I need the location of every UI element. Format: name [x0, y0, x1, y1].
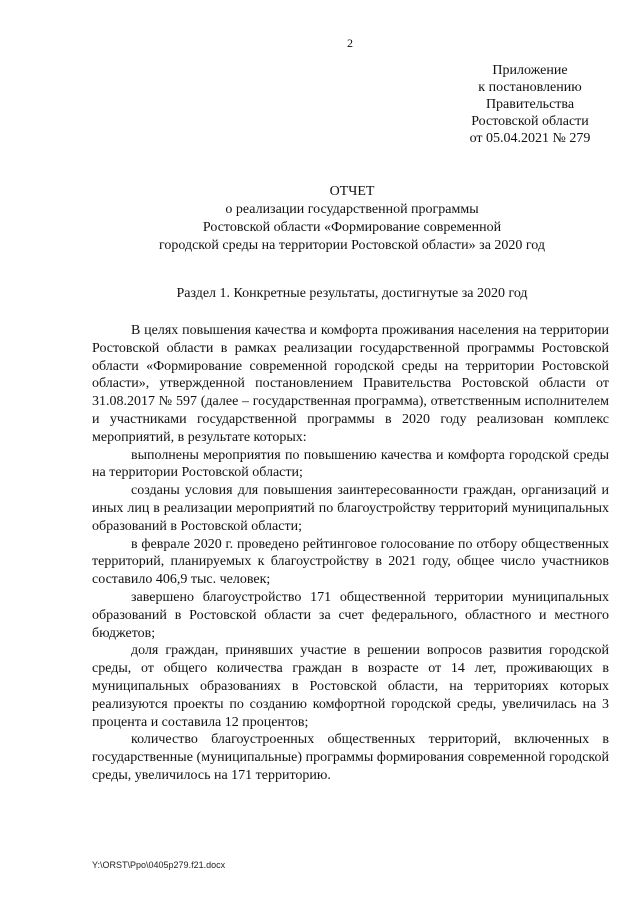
paragraph: доля граждан, принявших участие в решении вопросов развития городской среды, от общего количества граждан в возрасте от 14 лет, проживающих в муниципальных образованиях в Ростовской области, на территориях которых реализуются проекты по созданию комфортной городской среды, увеличилась на 3 процента и составила 12 процентов;: [92, 643, 609, 730]
page-number: 2: [347, 36, 353, 50]
paragraph: созданы условия для повышения заинтересованности граждан, организаций и иных лиц в реализации мероприятий по благоустройству территорий муниципальных образований в Ростовской области;: [92, 483, 609, 534]
file-path-footer: Y:\ORST\Ppo\0405p279.f21.docx: [92, 860, 226, 870]
section-title: Раздел 1. Конкретные результаты, достигнутые за 2020 год: [176, 286, 528, 301]
report-title-line: ОТЧЕТ: [329, 184, 375, 199]
appendix-line: Правительства: [485, 97, 575, 112]
appendix-line: от 05.04.2021 № 279: [469, 131, 591, 146]
paragraph: завершено благоустройство 171 общественной территории муниципальных образований в Ростовской области за счет федерального, областного и местного бюджетов;: [92, 589, 609, 641]
appendix-block: [440, 62, 620, 147]
paragraph: в феврале 2020 г. проведено рейтинговое голосование по отбору общественных территорий, планируемых к благоустройству в 2021 году, общее число участников составило 406,9 тыс. человек;: [92, 536, 609, 588]
paragraph: В целях повышения качества и комфорта проживания населения на территории Ростовской области в рамках реализации государственной программы Ростовской области «Формирование современной городской среды на территории Ростовской области», утвержденной постановлением Правительства Ростовской области от 31.08.2017 № 597 (далее – государственная программа), ответственным исполнителем и участниками государственной программы в 2020 году реализован комплекс мероприятий, в результате которых:: [92, 323, 609, 445]
appendix-line: Приложение: [492, 63, 568, 78]
paragraph: количество благоустроенных общественных территорий, включенных в государственные (муниципальные) программы формирования современной городской среды, увеличилось на 171 территорию.: [92, 732, 609, 783]
report-title-line: о реализации государственной программы: [225, 202, 479, 217]
body-text: [92, 322, 609, 785]
appendix-line: к постановлению: [478, 80, 582, 95]
report-title-line: Ростовской области «Формирование современной: [202, 220, 502, 235]
paragraph: выполнены мероприятия по повышению качества и комфорта городской среды на территории Ростовской области;: [92, 447, 609, 481]
report-title: [92, 183, 612, 255]
report-title-line: городской среды на территории Ростовской области» за 2020 год: [158, 238, 546, 253]
appendix-line: Ростовской области: [471, 114, 589, 129]
